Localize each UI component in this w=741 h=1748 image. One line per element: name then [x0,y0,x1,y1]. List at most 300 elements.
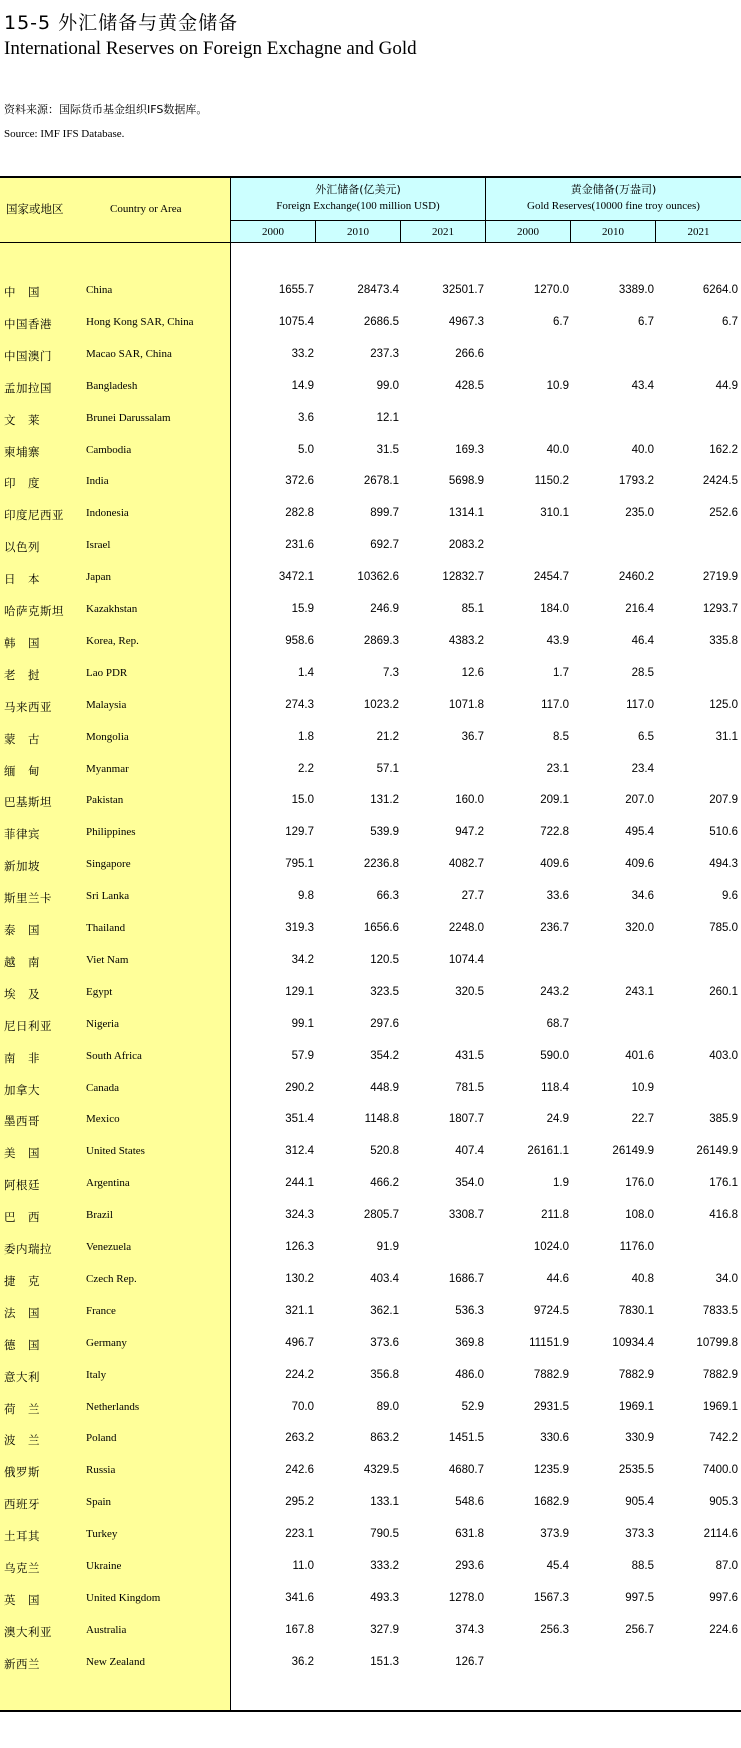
header-country-en: Country or Area [110,203,182,215]
country-name-en: Cambodia [86,443,132,456]
gold-value-cell: 905.3 [709,1496,738,1509]
country-name-cn: 乌克兰 [4,1561,40,1575]
gold-value-cell: 10934.4 [612,1336,654,1349]
country-name-en: Ukraine [86,1560,122,1572]
country-name-cn: 法 国 [4,1305,40,1320]
country-name-cn: 新加坡 [4,859,40,874]
fx-value-cell: 36.2 [291,1655,314,1668]
fx-value-cell: 324.3 [285,1209,314,1222]
gold-value-cell: 252.6 [709,507,738,520]
gold-value-cell: 401.6 [625,1049,654,1062]
header-country-cn: 国家或地区 [6,202,64,216]
fx-value-cell: 99.1 [291,1017,314,1030]
gold-value-cell: 1270.0 [533,284,569,296]
fx-value-cell: 496.7 [285,1336,314,1349]
fx-value-cell: 133.1 [370,1496,399,1509]
header-gold-cn: 黄金储备(万盎司) [570,183,657,196]
gold-value-cell: 1176.0 [619,1241,654,1253]
gold-value-cell: 6.7 [553,315,569,328]
country-name-en: Australia [86,1623,127,1636]
table-row [0,308,741,340]
fx-value-cell: 321.1 [285,1304,314,1317]
country-name-en: Netherlands [86,1400,140,1413]
gold-value-cell: 176.0 [625,1177,654,1190]
country-name-cn: 泰 国 [4,923,40,937]
gold-value-cell: 1969.1 [618,1400,654,1413]
country-name-en: Czech Rep. [86,1272,137,1285]
gold-value-cell: 11151.9 [529,1336,569,1349]
gold-value-cell: 905.4 [625,1496,654,1509]
table-row [0,1552,741,1584]
fx-value-cell: 3472.1 [278,571,314,584]
gold-value-cell: 409.6 [540,858,569,871]
source-note-cn: 资料来源：国际货币基金组织IFS数据库。 [4,103,208,116]
country-name-cn: 斯里兰卡 [4,891,52,906]
gold-value-cell: 6.7 [722,315,738,328]
gold-value-cell: 34.0 [715,1272,738,1285]
country-name-cn: 荷 兰 [4,1401,40,1416]
fx-value-cell: 295.2 [285,1496,314,1509]
country-name-cn: 巴 西 [4,1210,40,1225]
fx-value-cell: 237.3 [370,347,399,360]
gold-value-cell: 9724.5 [533,1304,569,1317]
country-name-cn: 墨西哥 [4,1114,40,1129]
fx-value-cell: 3308.7 [448,1209,484,1222]
page-title-cn: 15-5 外汇储备与黄金储备 [4,12,239,34]
fx-value-cell: 89.0 [376,1400,399,1413]
gold-value-cell: 1793.2 [618,475,654,488]
fx-value-cell: 1071.8 [448,698,484,711]
fx-value-cell: 91.9 [376,1241,399,1253]
fx-value-cell: 1656.6 [363,922,399,934]
fx-value-cell: 323.5 [370,985,399,998]
table-row [0,1329,741,1361]
fx-value-cell: 372.6 [285,475,314,488]
header-year: 2000 [262,226,284,238]
fx-value-cell: 246.9 [370,603,399,615]
country-name-cn: 文 莱 [4,412,40,427]
gold-value-cell: 310.1 [540,507,569,520]
fx-value-cell: 407.4 [455,1145,484,1158]
table-row [0,1616,741,1648]
fx-value-cell: 160.0 [455,794,484,807]
fx-value-cell: 10362.6 [357,571,399,584]
country-name-cn: 马来西亚 [4,699,52,714]
gold-value-cell: 373.3 [625,1528,654,1541]
fx-value-cell: 333.2 [370,1560,399,1572]
country-name-cn: 哈萨克斯坦 [4,604,64,618]
fx-value-cell: 31.5 [376,443,399,456]
fx-value-cell: 266.6 [455,347,484,360]
fx-value-cell: 129.7 [285,826,314,839]
gold-value-cell: 22.7 [631,1113,654,1126]
fx-value-cell: 448.9 [370,1081,399,1094]
table-row [0,499,741,531]
table-row [0,850,741,882]
table-row [0,1105,741,1137]
fx-value-cell: 2869.3 [363,634,399,647]
gold-value-cell: 1567.3 [533,1591,569,1604]
fx-value-cell: 12832.7 [442,571,484,584]
fx-value-cell: 126.7 [455,1655,484,1668]
page-title-en: International Reserves on Foreign Exchagne and Gold [4,38,417,59]
country-name-cn: 美 国 [4,1146,40,1161]
fx-value-cell: 4680.7 [448,1464,484,1477]
fx-value-cell: 282.8 [285,507,314,520]
country-name-cn: 新西兰 [4,1656,40,1671]
gold-value-cell: 403.0 [709,1049,738,1062]
fx-value-cell: 790.5 [370,1528,399,1541]
gold-value-cell: 256.3 [540,1623,569,1636]
country-name-en: Mexico [86,1113,120,1126]
gold-value-cell: 46.4 [631,634,654,647]
fx-value-cell: 2248.0 [448,922,484,934]
gold-value-cell: 2535.5 [618,1464,654,1477]
table-row [0,1584,741,1616]
country-name-en: India [86,475,109,488]
gold-value-cell: 1293.7 [702,603,738,615]
country-name-en: Nigeria [86,1017,119,1030]
country-name-cn: 日 本 [4,572,40,587]
table-row [0,786,741,818]
table-row [0,1361,741,1393]
header-year: 2021 [432,226,454,238]
fx-value-cell: 57.9 [291,1049,314,1062]
fx-value-cell: 466.2 [370,1177,399,1190]
fx-value-cell: 354.2 [370,1049,399,1062]
fx-value-cell: 52.9 [461,1400,484,1413]
country-name-en: Brunei Darussalam [86,411,171,424]
gold-value-cell: 8.5 [553,730,569,743]
fx-value-cell: 863.2 [370,1432,399,1445]
gold-value-cell: 2719.9 [702,571,738,584]
gold-value-cell: 184.0 [540,603,569,615]
gold-value-cell: 243.2 [540,985,569,998]
country-name-en: France [86,1304,116,1317]
gold-value-cell: 87.0 [715,1560,738,1572]
fx-value-cell: 9.8 [298,890,314,903]
fx-value-cell: 1451.5 [448,1432,484,1445]
gold-value-cell: 68.7 [546,1017,569,1030]
gold-value-cell: 260.1 [709,985,738,998]
gold-value-cell: 1235.9 [533,1464,569,1477]
country-name-en: South Africa [86,1049,142,1062]
fx-value-cell: 169.3 [455,443,484,456]
fx-value-cell: 536.3 [455,1304,484,1317]
country-name-cn: 印 度 [4,476,40,491]
fx-value-cell: 4329.5 [363,1464,399,1477]
country-name-cn: 波 兰 [4,1433,40,1448]
country-name-cn: 捷 克 [4,1273,40,1288]
country-name-en: Viet Nam [86,953,129,966]
fx-value-cell: 15.0 [291,794,314,807]
fx-value-cell: 4967.3 [448,315,484,328]
table-row [0,1169,741,1201]
fx-value-cell: 781.5 [455,1081,484,1094]
gold-value-cell: 44.6 [546,1272,569,1285]
table-row [0,659,741,691]
country-name-cn: 韩 国 [4,635,40,650]
gold-value-cell: 108.0 [625,1209,654,1222]
gold-value-cell: 207.9 [709,794,738,807]
gold-value-cell: 10799.8 [696,1336,738,1349]
country-name-en: Spain [86,1496,112,1509]
country-name-cn: 巴基斯坦 [4,795,52,810]
fx-value-cell: 2678.1 [363,475,399,488]
fx-value-cell: 958.6 [285,634,314,647]
fx-value-cell: 374.3 [455,1623,484,1636]
fx-value-cell: 12.6 [461,666,484,679]
country-name-cn: 加拿大 [4,1082,40,1097]
fx-value-cell: 1074.4 [448,953,484,966]
country-name-cn: 土耳其 [4,1529,40,1544]
gold-value-cell: 23.4 [631,762,654,775]
country-name-en: Philippines [86,826,136,839]
fx-value-cell: 70.0 [291,1400,314,1413]
fx-value-cell: 631.8 [455,1528,484,1541]
table-row [0,595,741,627]
country-name-en: Germany [86,1336,127,1349]
fx-value-cell: 85.1 [461,603,484,615]
fx-value-cell: 3.6 [298,411,314,424]
gold-value-cell: 7882.9 [533,1368,569,1381]
table-top-rule [0,176,741,178]
gold-value-cell: 125.0 [709,698,738,711]
table-row [0,1297,741,1329]
gold-value-cell: 1.7 [553,666,569,679]
fx-value-cell: 131.2 [370,794,399,807]
gold-value-cell: 3389.0 [618,284,654,296]
fx-value-cell: 14.9 [291,379,314,392]
gold-value-cell: 256.7 [625,1623,654,1636]
gold-value-cell: 330.6 [540,1432,569,1445]
fx-value-cell: 373.6 [370,1336,399,1349]
country-name-cn: 中国香港 [4,316,52,331]
table-row [0,1010,741,1042]
country-name-cn: 委内瑞拉 [4,1242,52,1256]
table-row [0,1648,741,1680]
fx-value-cell: 2083.2 [448,539,484,552]
gold-value-cell: 1.9 [553,1177,569,1190]
fx-value-cell: 431.5 [455,1049,484,1062]
fx-value-cell: 7.3 [383,666,399,679]
gold-value-cell: 6.7 [638,315,654,328]
fx-value-cell: 167.8 [285,1623,314,1636]
header-year: 2021 [687,226,710,238]
gold-value-cell: 26149.9 [696,1145,738,1158]
gold-value-cell: 1024.0 [533,1241,569,1253]
table-row [0,1201,741,1233]
fx-value-cell: 327.9 [370,1623,399,1636]
fx-value-cell: 692.7 [370,539,399,552]
country-name-cn: 中国澳门 [4,348,52,363]
header-fx-cn: 外汇储备(亿美元) [315,183,401,196]
country-name-cn: 澳大利亚 [4,1624,52,1639]
table-row [0,1456,741,1488]
gold-value-cell: 2454.7 [533,571,569,584]
country-name-en: Bangladesh [86,379,138,392]
gold-value-cell: 236.7 [540,922,569,934]
gold-value-cell: 2931.5 [533,1400,569,1413]
table-bottom-rule [0,1710,741,1712]
fx-value-cell: 11.0 [292,1560,314,1572]
fx-value-cell: 362.1 [370,1304,399,1317]
country-name-en: Kazakhstan [86,603,138,615]
fx-value-cell: 28473.4 [357,284,399,296]
header-fx-en: Foreign Exchange(100 million USD) [276,200,440,212]
country-name-cn: 菲律宾 [4,827,40,842]
gold-value-cell: 31.1 [715,730,738,743]
table-row [0,914,741,946]
header-mid-rule [231,220,741,221]
fx-value-cell: 2686.5 [363,315,399,328]
country-name-en: Thailand [86,922,126,934]
gold-value-cell: 722.8 [540,826,569,839]
fx-value-cell: 126.3 [285,1241,314,1253]
fx-value-cell: 1807.7 [448,1113,484,1126]
fx-value-cell: 1.8 [298,730,314,743]
country-name-cn: 南 非 [4,1050,40,1065]
gold-value-cell: 40.8 [631,1272,654,1285]
country-name-en: Malaysia [86,698,127,711]
fx-value-cell: 242.6 [285,1464,314,1477]
fx-value-cell: 231.6 [285,539,314,552]
country-name-cn: 中 国 [4,285,40,299]
fx-value-cell: 32501.7 [442,284,484,296]
gold-value-cell: 23.1 [546,762,569,775]
table-row [0,404,741,436]
table-row [0,723,741,755]
country-name-cn: 柬埔寨 [4,444,40,459]
fx-value-cell: 795.1 [285,858,314,871]
gold-value-cell: 44.9 [715,379,738,392]
fx-value-cell: 34.2 [291,953,314,966]
table-row [0,436,741,468]
country-name-cn: 缅 甸 [4,763,40,778]
country-name-en: China [86,284,113,296]
fx-value-cell: 354.0 [455,1177,484,1190]
gold-value-cell: 7400.0 [702,1464,738,1477]
gold-value-cell: 34.6 [631,890,654,903]
fx-value-cell: 15.9 [291,603,314,615]
gold-value-cell: 320.0 [625,922,654,934]
fx-value-cell: 1686.7 [448,1272,484,1285]
fx-value-cell: 274.3 [285,698,314,711]
country-name-en: New Zealand [86,1655,145,1668]
table-row [0,1074,741,1106]
gold-value-cell: 118.4 [541,1081,569,1094]
country-name-en: Lao PDR [86,666,128,679]
table-row [0,563,741,595]
country-name-en: Indonesia [86,507,129,520]
gold-value-cell: 742.2 [709,1432,738,1445]
table-row [0,1424,741,1456]
gold-value-cell: 409.6 [625,858,654,871]
gold-value-cell: 40.0 [631,443,654,456]
country-name-cn: 越 南 [4,954,40,969]
table-row [0,1520,741,1552]
fx-value-cell: 428.5 [455,379,484,392]
fx-value-cell: 2236.8 [363,858,399,871]
fx-value-cell: 130.2 [285,1272,314,1285]
gold-value-cell: 10.9 [546,379,569,392]
country-name-cn: 德 国 [4,1337,40,1352]
table-row [0,531,741,563]
header-gold-en: Gold Reserves(10000 fine troy ounces) [527,200,700,212]
table-row [0,276,741,308]
fx-value-cell: 27.7 [461,890,484,903]
fx-value-cell: 99.0 [376,379,399,392]
country-name-cn: 尼日利亚 [4,1018,52,1033]
fx-value-cell: 297.6 [370,1017,399,1030]
fx-value-cell: 548.6 [455,1496,484,1509]
country-name-en: Israel [86,539,111,552]
gold-value-cell: 45.4 [546,1560,569,1572]
country-name-en: Poland [86,1432,117,1445]
header-bottom-rule [0,242,741,243]
gold-value-cell: 9.6 [722,890,738,903]
fx-value-cell: 947.2 [455,826,484,839]
country-name-cn: 俄罗斯 [4,1465,40,1480]
country-name-cn: 印度尼西亚 [4,508,64,523]
country-name-cn: 意大利 [4,1369,40,1384]
gold-value-cell: 176.1 [709,1177,738,1190]
gold-value-cell: 997.6 [709,1591,738,1604]
country-name-en: Brazil [86,1209,113,1222]
gold-value-cell: 495.4 [625,826,654,839]
table-row [0,818,741,850]
country-name-cn: 蒙 古 [4,731,40,746]
country-name-en: Venezuela [86,1241,132,1253]
fx-value-cell: 293.6 [455,1560,484,1572]
country-name-en: Turkey [86,1528,118,1541]
fx-value-cell: 120.5 [370,953,399,966]
fx-value-cell: 224.2 [285,1368,314,1381]
gold-value-cell: 26161.1 [527,1145,569,1158]
country-name-cn: 以色列 [4,540,40,555]
fx-value-cell: 1.4 [298,666,314,679]
header-year: 2010 [602,226,624,238]
fx-value-cell: 12.1 [376,411,399,424]
country-name-en: United Kingdom [86,1591,161,1604]
table-row [0,1233,741,1265]
table-row [0,340,741,372]
country-name-cn: 老 挝 [4,667,40,682]
gold-value-cell: 997.5 [625,1591,654,1604]
country-name-en: Canada [86,1081,119,1094]
fx-value-cell: 5.0 [298,443,314,456]
fx-value-cell: 403.4 [370,1272,399,1285]
gold-value-cell: 209.1 [540,794,569,807]
gold-value-cell: 207.0 [625,794,654,807]
table-row [0,1265,741,1297]
gold-value-cell: 510.6 [709,826,738,839]
country-name-en: Macao SAR, China [86,347,172,360]
country-name-cn: 阿根廷 [4,1178,40,1193]
fx-value-cell: 351.4 [285,1113,314,1126]
gold-value-cell: 88.5 [631,1560,654,1572]
country-name-cn: 埃 及 [4,986,40,1001]
gold-value-cell: 1969.1 [702,1400,738,1413]
fx-value-cell: 899.7 [370,507,399,520]
table-row [0,1393,741,1425]
gold-value-cell: 385.9 [709,1113,738,1126]
gold-value-cell: 6264.0 [702,284,738,296]
gold-value-cell: 10.9 [631,1081,654,1094]
country-name-en: United States [86,1145,145,1158]
country-name-en: Mongolia [86,730,129,743]
gold-value-cell: 6.5 [638,730,654,743]
